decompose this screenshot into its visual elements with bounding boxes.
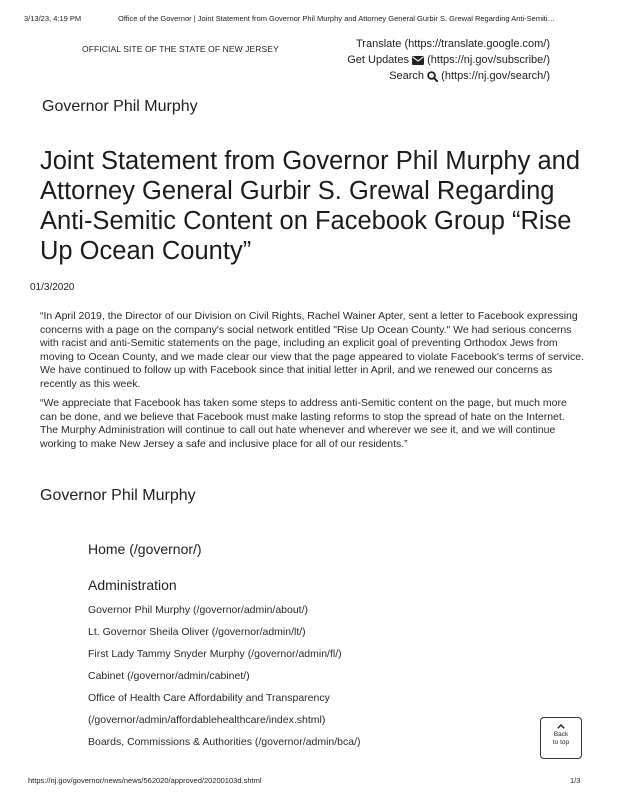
print-page-number: 1/3: [570, 776, 581, 785]
footer-link[interactable]: First Lady Tammy Snyder Murphy (/governor/admin/fl/): [88, 648, 342, 660]
article-title: Joint Statement from Governor Phil Murphy and Attorney General Gurbir S. Grewal Regarding Anti-Semitic Content on Facebook Group “Rise Up Ocean County”: [40, 147, 580, 265]
footer-admin-links: [88, 599, 361, 753]
back-to-top-button[interactable]: [540, 717, 582, 759]
footer-title: Governor Phil Murphy: [40, 487, 196, 504]
article-date: 01/3/2020: [30, 282, 75, 293]
footer-link[interactable]: (/governor/admin/affordablehealthcare/index.shtml): [88, 714, 326, 726]
site-name[interactable]: Governor Phil Murphy: [42, 98, 198, 115]
get-updates-label: Get Updates: [347, 54, 409, 66]
magnifier-icon: [427, 71, 438, 82]
print-page-title: Office of the Governor | Joint Statement from Governor Phil Murphy and Attorney General Gurbir S. Grewal Regarding Anti-Semiti…: [118, 14, 556, 23]
utility-links: [347, 36, 550, 84]
back-to-top-label: Back: [553, 731, 569, 738]
print-timestamp: 3/13/23, 4:19 PM: [24, 14, 82, 23]
footer-link[interactable]: Governor Phil Murphy (/governor/admin/about/): [88, 604, 309, 616]
chevron-up-icon: [557, 724, 565, 729]
print-url: https://nj.gov/governor/news/news/562020/approved/20200103d.shtml: [28, 776, 262, 785]
translate-link[interactable]: Translate (https://translate.google.com/): [355, 38, 550, 50]
envelope-icon: [412, 56, 424, 65]
official-site-banner: OFFICIAL SITE OF THE STATE OF NEW JERSEY: [82, 44, 279, 54]
footer-home-link[interactable]: Home (/governor/): [88, 541, 202, 557]
footer-link[interactable]: Office of Health Care Affordability and Transparency: [88, 692, 330, 704]
search-link[interactable]: [389, 68, 550, 84]
search-url: (https://nj.gov/search/): [441, 70, 550, 82]
get-updates-link[interactable]: [347, 52, 550, 68]
footer-link[interactable]: Cabinet (/governor/admin/cabinet/): [88, 670, 250, 682]
search-label: Search: [389, 70, 425, 82]
back-to-top-label-2: to top: [552, 738, 570, 746]
get-updates-url: (https://nj.gov/subscribe/): [427, 54, 550, 66]
article-paragraph: “We appreciate that Facebook has taken some steps to address anti-Semitic content on the page, but much more can be done, and we believe that Facebook must make lasting reforms to stop the spread of hate on the Internet. The Murphy Administration will continue to call out hate whenever and wherever we see it, and we will continue working to make New Jersey a safe and inclusive place for all of our residents.”: [40, 397, 567, 450]
footer-link[interactable]: Lt. Governor Sheila Oliver (/governor/admin/lt/): [88, 626, 306, 638]
article-body: [40, 310, 585, 457]
footer-link[interactable]: Boards, Commissions & Authorities (/governor/admin/bca/): [88, 736, 361, 748]
article-paragraph: “In April 2019, the Director of our Division on Civil Rights, Rachel Wainer Apter, sent a letter to Facebook expressing concerns with a page on the company's social network entitled "Rise Up Ocean County." We had serious concerns with racist and anti-Semitic statements on the page, including an explicit goal of preventing Orthodox Jews from moving to Ocean County, and we made clear our view that the page appeared to violate Facebook's terms of service. We have continued to follow up with Facebook since that initial letter in April, and we renewed our concerns as recently as this week.: [40, 310, 585, 390]
footer-administration-heading[interactable]: Administration: [88, 577, 177, 593]
